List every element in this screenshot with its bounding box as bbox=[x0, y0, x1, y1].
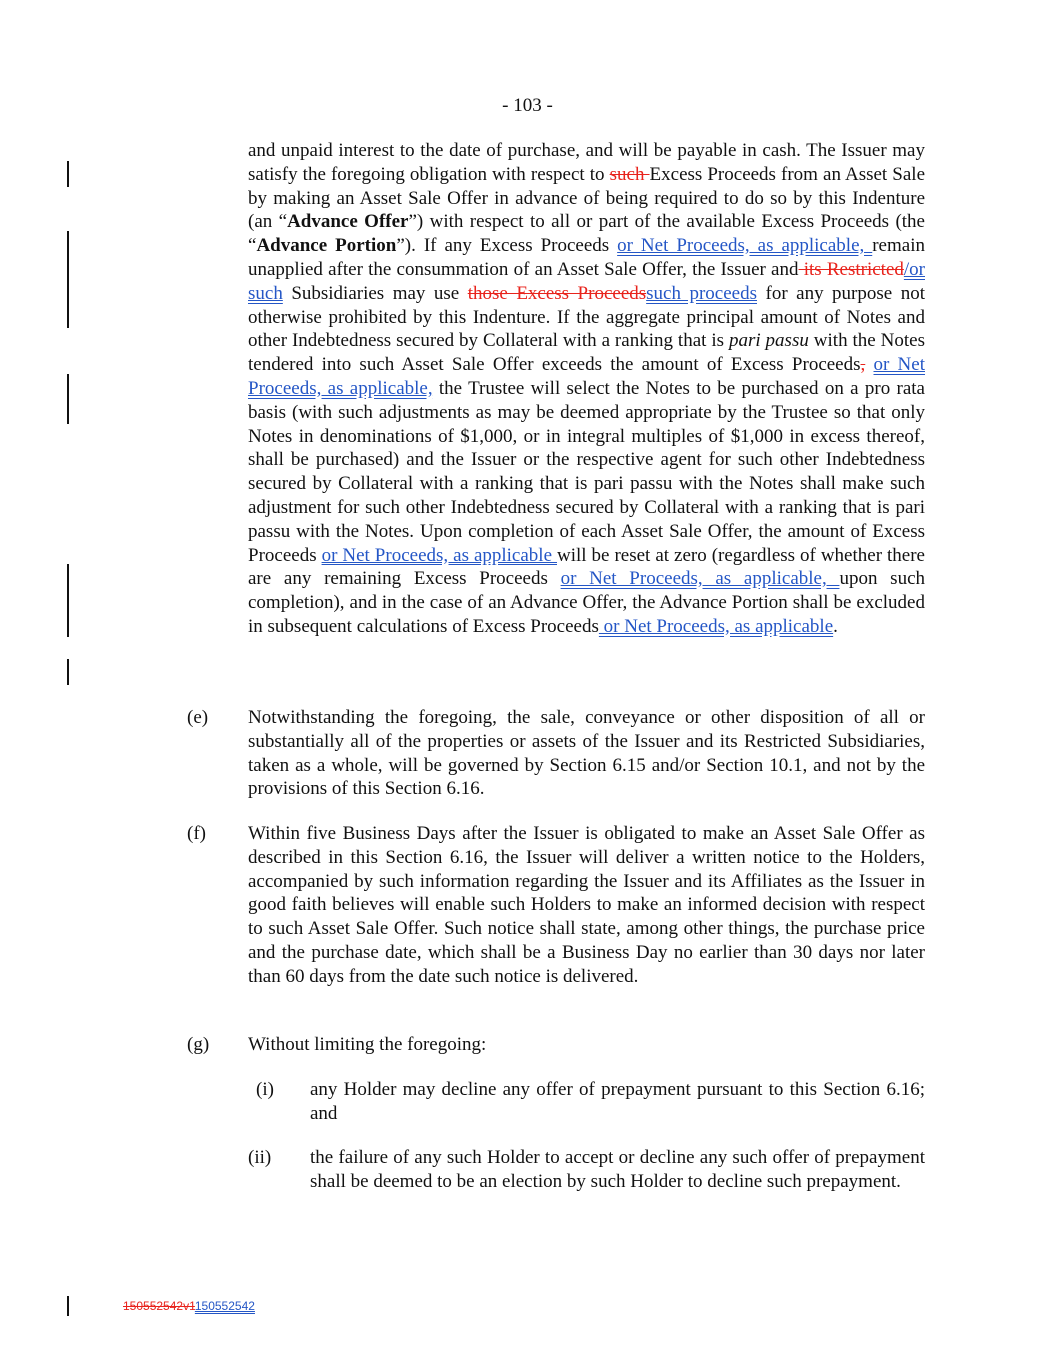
inserted-text: or Net Proceeds, as applicable, bbox=[248, 354, 925, 399]
inserted-text: /or such bbox=[248, 258, 925, 304]
inserted-text: or Net Proceeds, as applicable bbox=[598, 615, 834, 637]
deleted-text: its Restricted bbox=[798, 258, 904, 280]
paragraph-d-continuation: and unpaid interest to the date of purchase, and will be payable in cash. The Issuer may satisfy the foregoing obligation with respect to such Excess Proceeds from an Asset Sale by making an Asset Sale Offer in advance of being required to do so by this Indenture (an “Advance Offer”) with respect to all or part of the available Excess Proceeds (the “Advance Portion”). If any Excess Proceeds or Net Proceeds, as applicable, remain unapplied after the consummation of an Asset Sale Offer, the Issuer and its Restricted/or such Subsidiaries may use those Excess Proceedssuch proceeds for any purpose not otherwise prohibited by this Indenture. If the aggregate principal amount of Notes and other Indebtedness secured by Collateral with a ranking that is pari passu with the Notes tendered into such Asset Sale Offer exceeds the amount of Excess Proceeds, or Net Proceeds, as applicable, the Trustee will select the Notes to be purchased on a pro rata basis (with such adjustments as may be deemed appropriate by the Trustee so that only Notes in denominations of $1,000, or in integral multiples of $1,000 in excess thereof, shall be purchased) and the Issuer or the respective agent for such other Indebtedness secured by Collateral with a ranking that is pari passu with the Notes shall make such adjustment for such other Indebtedness secured by Collateral with a ranking that is pari passu with the Notes. Upon completion of each Asset Sale Offer, the amount of Excess Proceeds or Net Proceeds, as applicable will be reset at zero (regardless of whether there are any remaining Excess Proceeds or Net Proceeds, as applicable, upon such completion), and in the case of an Advance Offer, the Advance Portion shall be excluded in subsequent calculations of Excess Proceeds or Net Proceeds, as applicable. bbox=[248, 140, 926, 637]
page-number: - 103 - bbox=[502, 95, 553, 116]
inserted-doc-id: 150552542 bbox=[194, 1299, 255, 1313]
change-bar bbox=[67, 1296, 69, 1316]
change-bar bbox=[67, 659, 69, 685]
item-text: any Holder may decline any offer of prepayment pursuant to this Section 6.16; and bbox=[310, 1079, 925, 1124]
inserted-text: such proceeds bbox=[646, 282, 757, 304]
item-label: (g) bbox=[187, 1034, 210, 1055]
document-id-footer bbox=[123, 1298, 255, 1314]
item-label: (i) bbox=[256, 1079, 274, 1100]
item-label: (f) bbox=[187, 823, 206, 844]
item-label: (e) bbox=[187, 707, 209, 728]
change-bar bbox=[67, 161, 69, 187]
italic-term: pari passu bbox=[728, 330, 809, 352]
inserted-text: or Net Proceeds, as applicable, bbox=[560, 568, 840, 590]
deleted-text: such bbox=[609, 163, 650, 185]
change-bar bbox=[67, 564, 69, 637]
deleted-doc-id: 150552542v1 bbox=[123, 1299, 195, 1313]
deleted-text: , bbox=[860, 354, 866, 376]
inserted-text: or Net Proceeds, as applicable bbox=[321, 544, 557, 566]
item-text: Without limiting the foregoing: bbox=[248, 1034, 487, 1055]
defined-term: Advance Portion bbox=[256, 235, 397, 257]
change-bar bbox=[67, 231, 69, 328]
item-text: Within five Business Days after the Issuer is obligated to make an Asset Sale Offer as described in this Section 6.16, the Issuer will deliver a written notice to the Holders, accompanied by such information regarding the Issuer and its Affiliates as the Issuer in good faith believes will enable such Holders to make an informed decision with respect to such Asset Sale Offer. Such notice shall state, among other things, the purchase price and the purchase date, which shall be a Business Day no earlier than 30 days nor later than 60 days from the date such notice is delivered. bbox=[248, 823, 925, 987]
change-bar bbox=[67, 374, 69, 424]
defined-term: Advance Offer bbox=[287, 211, 409, 233]
item-text: the failure of any such Holder to accept or decline any such offer of prepayment shall be deemed to be an election by such Holder to decline such prepayment. bbox=[310, 1147, 925, 1192]
deleted-text: those Excess Proceeds bbox=[467, 282, 647, 304]
item-label: (ii) bbox=[248, 1147, 272, 1168]
inserted-text: or Net Proceeds, as applicable, bbox=[617, 235, 873, 257]
item-text: Notwithstanding the foregoing, the sale, conveyance or other disposition of all or substantially all of the properties or assets of the Issuer and its Restricted Subsidiaries, taken as a whole, will be governed by Section 6.15 and/or Section 10.1, and not by the provisions of this Section 6.16. bbox=[248, 707, 925, 800]
